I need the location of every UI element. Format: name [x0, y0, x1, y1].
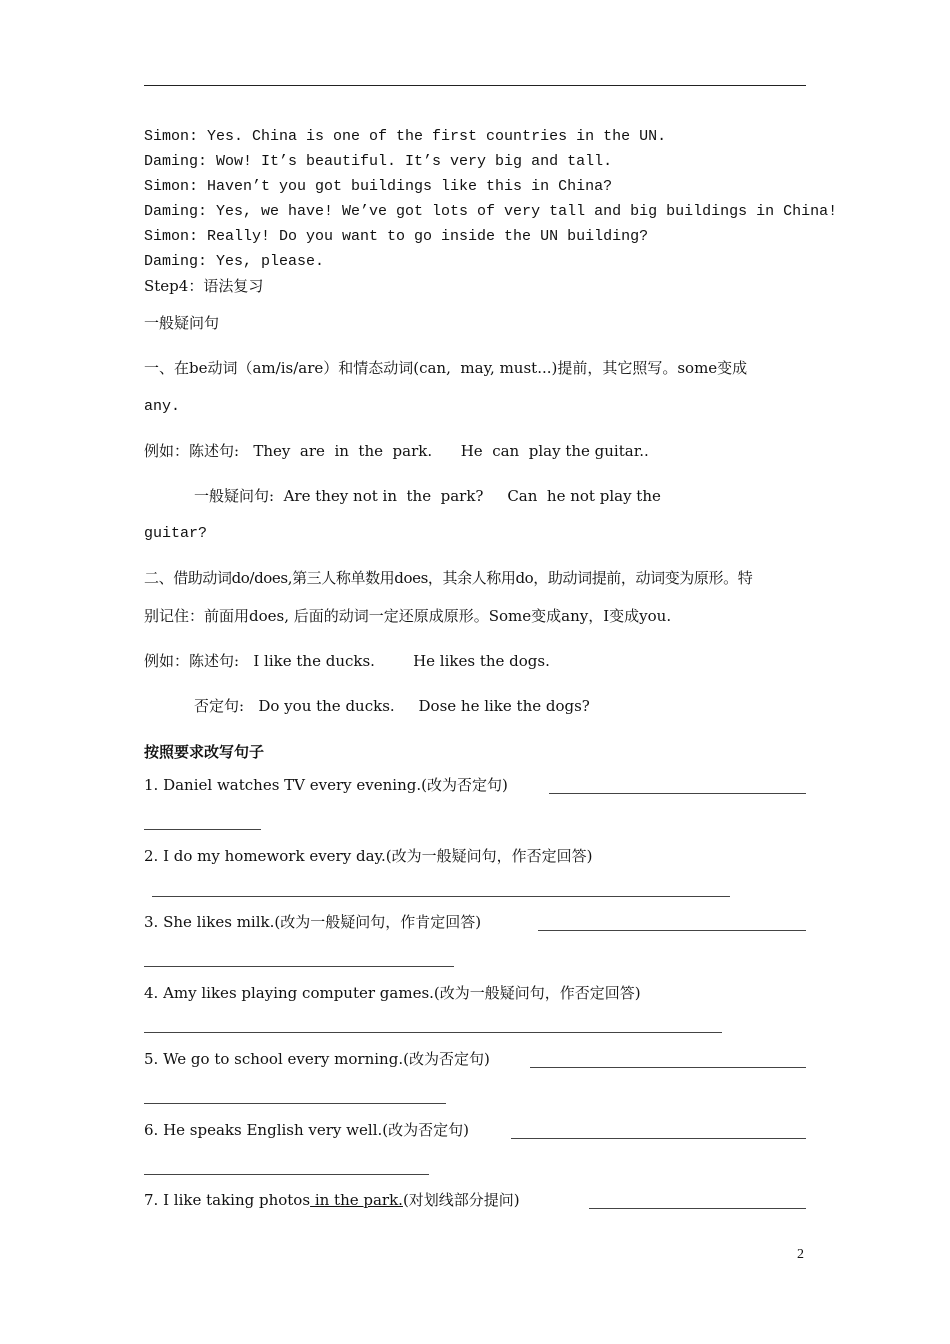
dialogue-line-5: Simon: Really! Do you want to go inside the UN building?: [144, 228, 649, 245]
exercise-2: 2. I do my homework every day.(改为一般疑问句，作否定回答): [144, 847, 593, 865]
rule1-line2: any.: [144, 398, 181, 415]
answer-line[interactable]: [538, 930, 806, 931]
header-rule: [144, 85, 806, 86]
exercise-4: 4. Amy likes playing computer games.(改为一般疑问句，作否定回答): [144, 984, 641, 1002]
exercise-6: 6. He speaks English very well.(改为否定句): [144, 1121, 469, 1139]
exercise-1: 1. Daniel watches TV every evening.(改为否定句): [144, 776, 508, 794]
page-number: 2: [797, 1247, 804, 1262]
exercise-title: 按照要求改写句子: [144, 743, 265, 761]
dialogue-line-1: Simon: Yes. China is one of the first countries in the UN.: [144, 128, 667, 145]
rule1-question-line2: guitar?: [144, 525, 208, 542]
exercise-7: [144, 1190, 520, 1210]
rule1-line1: 一、在be动词（am/is/are）和情态动词(can, may, must...)提前，其它照写。some变成: [144, 359, 748, 377]
rule2-line1: 二、借助动词do/does,第三人称单数用does，其余人称用do，助动词提前，动词变为原形。特: [144, 569, 753, 587]
answer-line[interactable]: [144, 1103, 446, 1104]
answer-line[interactable]: [144, 966, 454, 967]
dialogue-line-2: Daming: Wow! It’s beautiful. It’s very big and tall.: [144, 153, 613, 170]
rule2-line2: 别记住：前面用does, 后面的动词一定还原成原形。Some变成any，I变成you.: [144, 607, 672, 625]
answer-line[interactable]: [589, 1208, 806, 1209]
dialogue-line-3: Simon: Haven’t you got buildings like this in China?: [144, 178, 613, 195]
answer-line[interactable]: [511, 1138, 806, 1139]
answer-line[interactable]: [144, 1032, 722, 1033]
section-title: 一般疑问句: [144, 314, 220, 332]
answer-line[interactable]: [144, 829, 261, 830]
dialogue-line-6: Daming: Yes, please.: [144, 253, 325, 270]
rule2-example1: 例如：陈述句: I like the ducks. He likes the dogs.: [144, 652, 550, 670]
answer-line[interactable]: [152, 896, 730, 897]
exercise-3: 3. She likes milk.(改为一般疑问句，作肯定回答): [144, 913, 482, 931]
exercise-7-prefix: 7. I like taking photos: [144, 1191, 311, 1209]
exercise-5: 5. We go to school every morning.(改为否定句): [144, 1050, 490, 1068]
answer-line[interactable]: [549, 793, 806, 794]
rule1-example: 例如：陈述句: They are in the park. He can play the guitar..: [144, 442, 649, 460]
answer-line[interactable]: [144, 1174, 429, 1175]
rule2-example2: 否定句: Do you the ducks. Dose he like the dogs?: [194, 697, 590, 715]
rule1-question-line1: 一般疑问句: Are they not in the park? Can he not play the: [194, 487, 661, 505]
exercise-7-suffix: (对划线部分提问): [402, 1191, 520, 1209]
dialogue-line-4: Daming: Yes, we have! We’ve got lots of very tall and big buildings in China!: [144, 203, 838, 220]
step4-heading: Step4：语法复习: [144, 277, 264, 295]
exercise-7-underlined: in the park.: [310, 1191, 403, 1209]
answer-line[interactable]: [530, 1067, 806, 1068]
